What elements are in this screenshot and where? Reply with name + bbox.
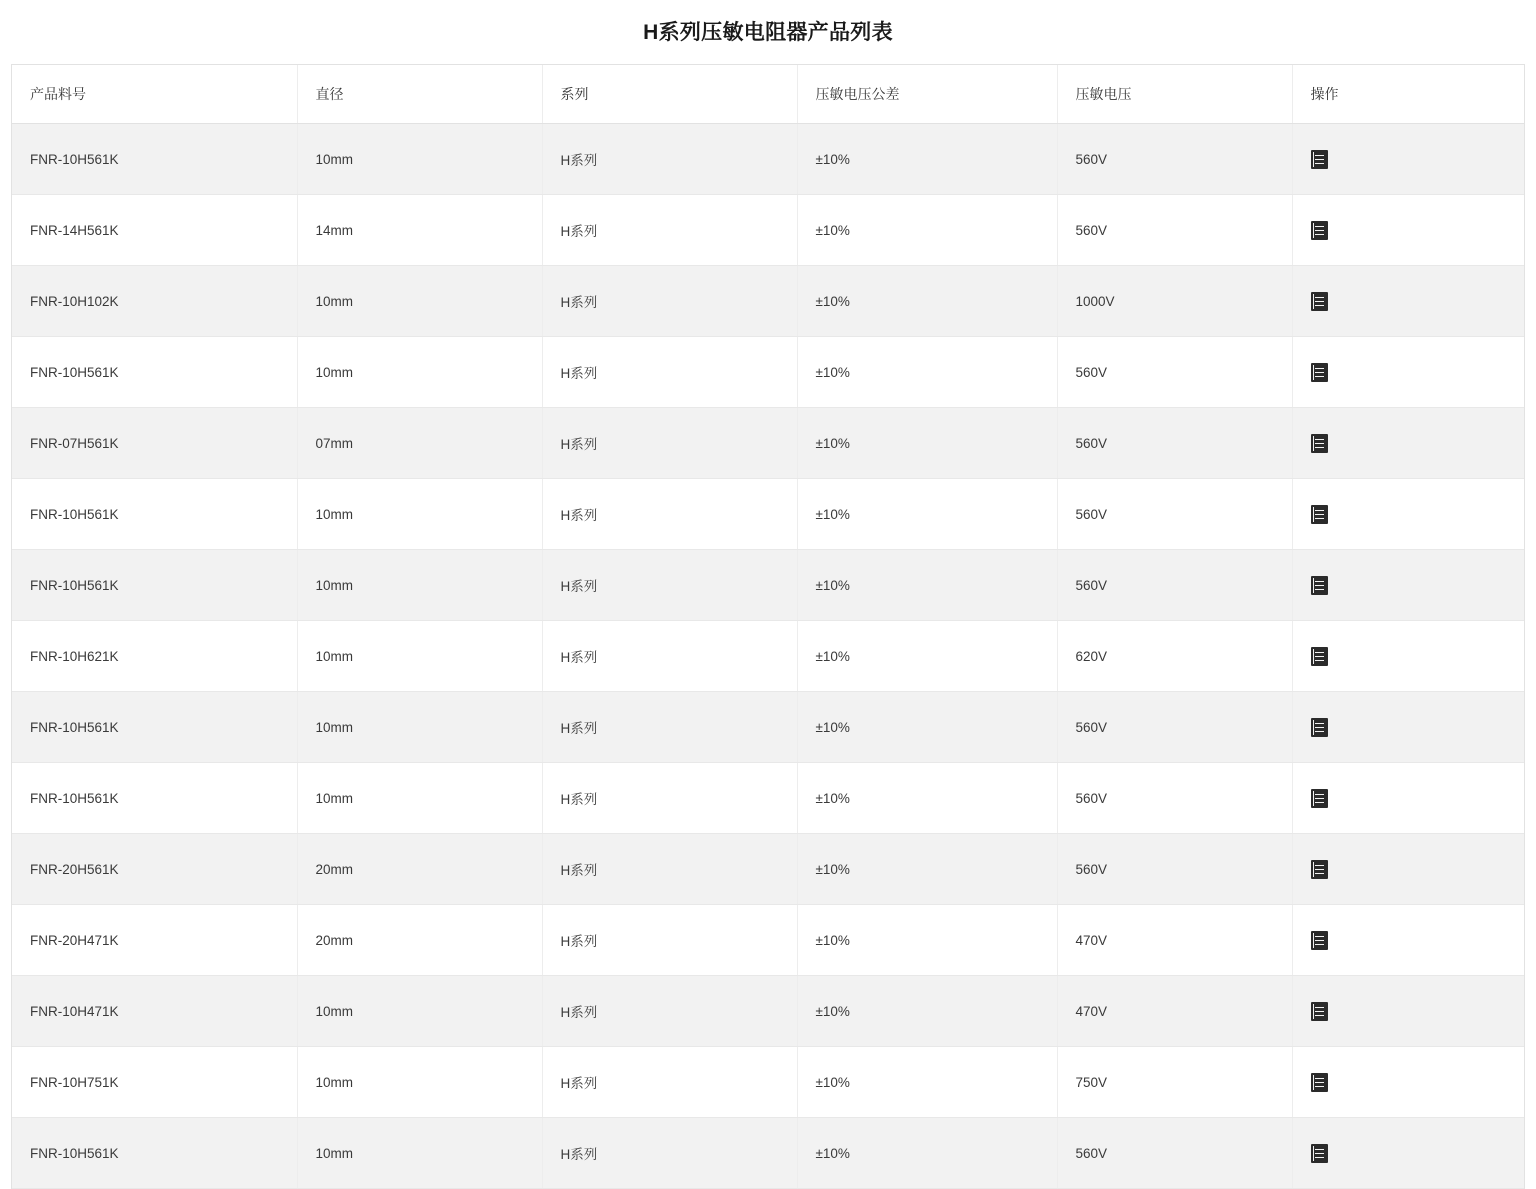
cell-action [1292, 266, 1524, 337]
cell-part-no: FNR-10H471K [12, 976, 297, 1047]
cell-voltage: 560V [1057, 337, 1292, 408]
cell-diameter: 10mm [297, 692, 542, 763]
cell-tolerance: ±10% [797, 763, 1057, 834]
cell-series: H系列 [542, 550, 797, 621]
cell-part-no: FNR-20H561K [12, 834, 297, 905]
cell-voltage: 1000V [1057, 266, 1292, 337]
cell-tolerance: ±10% [797, 266, 1057, 337]
cell-voltage: 560V [1057, 763, 1292, 834]
cell-diameter: 20mm [297, 905, 542, 976]
cell-series: H系列 [542, 266, 797, 337]
cell-action [1292, 905, 1524, 976]
cell-tolerance: ±10% [797, 408, 1057, 479]
cell-action [1292, 337, 1524, 408]
column-header-tolerance: 压敏电压公差 [797, 65, 1057, 124]
cell-action [1292, 621, 1524, 692]
document-icon[interactable] [1311, 1002, 1328, 1021]
cell-series: H系列 [542, 692, 797, 763]
cell-voltage: 560V [1057, 479, 1292, 550]
table-row [12, 479, 1524, 550]
document-icon[interactable] [1311, 150, 1328, 169]
cell-voltage: 560V [1057, 1118, 1292, 1189]
cell-part-no: FNR-20H471K [12, 905, 297, 976]
cell-diameter: 10mm [297, 621, 542, 692]
cell-tolerance: ±10% [797, 1047, 1057, 1118]
document-icon[interactable] [1311, 1073, 1328, 1092]
cell-series: H系列 [542, 124, 797, 195]
table-row [12, 763, 1524, 834]
cell-part-no: FNR-14H561K [12, 195, 297, 266]
cell-series: H系列 [542, 408, 797, 479]
cell-tolerance: ±10% [797, 195, 1057, 266]
cell-voltage: 560V [1057, 408, 1292, 479]
cell-series: H系列 [542, 337, 797, 408]
column-header-series: 系列 [542, 65, 797, 124]
cell-action [1292, 976, 1524, 1047]
cell-part-no: FNR-10H561K [12, 550, 297, 621]
table-row [12, 408, 1524, 479]
cell-diameter: 07mm [297, 408, 542, 479]
document-icon[interactable] [1311, 221, 1328, 240]
document-icon[interactable] [1311, 931, 1328, 950]
cell-diameter: 10mm [297, 1047, 542, 1118]
document-icon[interactable] [1311, 1144, 1328, 1163]
cell-tolerance: ±10% [797, 621, 1057, 692]
cell-part-no: FNR-10H751K [12, 1047, 297, 1118]
table-row [12, 692, 1524, 763]
cell-tolerance: ±10% [797, 124, 1057, 195]
cell-series: H系列 [542, 1047, 797, 1118]
cell-tolerance: ±10% [797, 550, 1057, 621]
document-icon[interactable] [1311, 789, 1328, 808]
cell-action [1292, 834, 1524, 905]
cell-diameter: 10mm [297, 1118, 542, 1189]
cell-diameter: 14mm [297, 195, 542, 266]
cell-action [1292, 124, 1524, 195]
cell-action [1292, 195, 1524, 266]
cell-voltage: 470V [1057, 976, 1292, 1047]
document-icon[interactable] [1311, 647, 1328, 666]
document-icon[interactable] [1311, 860, 1328, 879]
cell-tolerance: ±10% [797, 337, 1057, 408]
column-header-action: 操作 [1292, 65, 1524, 124]
cell-tolerance: ±10% [797, 1118, 1057, 1189]
document-icon[interactable] [1311, 576, 1328, 595]
cell-tolerance: ±10% [797, 834, 1057, 905]
cell-part-no: FNR-10H561K [12, 692, 297, 763]
cell-voltage: 750V [1057, 1047, 1292, 1118]
cell-diameter: 10mm [297, 976, 542, 1047]
product-table-container [11, 64, 1525, 1189]
table-row [12, 905, 1524, 976]
cell-part-no: FNR-10H561K [12, 1118, 297, 1189]
cell-diameter: 10mm [297, 124, 542, 195]
cell-action [1292, 550, 1524, 621]
table-row [12, 550, 1524, 621]
cell-series: H系列 [542, 195, 797, 266]
document-icon[interactable] [1311, 292, 1328, 311]
cell-series: H系列 [542, 763, 797, 834]
cell-tolerance: ±10% [797, 479, 1057, 550]
cell-series: H系列 [542, 621, 797, 692]
product-table [12, 65, 1524, 1189]
column-header-diameter: 直径 [297, 65, 542, 124]
cell-diameter: 10mm [297, 763, 542, 834]
cell-part-no: FNR-10H561K [12, 763, 297, 834]
table-row [12, 337, 1524, 408]
cell-action [1292, 1047, 1524, 1118]
cell-part-no: FNR-07H561K [12, 408, 297, 479]
cell-voltage: 560V [1057, 124, 1292, 195]
cell-part-no: FNR-10H561K [12, 124, 297, 195]
document-icon[interactable] [1311, 434, 1328, 453]
table-body [12, 124, 1524, 1189]
table-header [12, 65, 1524, 124]
cell-tolerance: ±10% [797, 692, 1057, 763]
cell-voltage: 470V [1057, 905, 1292, 976]
cell-action [1292, 692, 1524, 763]
cell-action [1292, 408, 1524, 479]
cell-voltage: 560V [1057, 195, 1292, 266]
table-header-row [12, 65, 1524, 124]
cell-diameter: 20mm [297, 834, 542, 905]
table-row [12, 195, 1524, 266]
table-row [12, 976, 1524, 1047]
cell-tolerance: ±10% [797, 976, 1057, 1047]
cell-series: H系列 [542, 905, 797, 976]
cell-part-no: FNR-10H561K [12, 337, 297, 408]
cell-series: H系列 [542, 976, 797, 1047]
cell-diameter: 10mm [297, 550, 542, 621]
cell-voltage: 560V [1057, 834, 1292, 905]
cell-part-no: FNR-10H561K [12, 479, 297, 550]
table-row [12, 834, 1524, 905]
cell-diameter: 10mm [297, 479, 542, 550]
page-title: H系列压敏电阻器产品列表 [643, 21, 893, 44]
cell-diameter: 10mm [297, 266, 542, 337]
table-row [12, 1047, 1524, 1118]
cell-part-no: FNR-10H621K [12, 621, 297, 692]
cell-voltage: 620V [1057, 621, 1292, 692]
document-icon[interactable] [1311, 505, 1328, 524]
table-row [12, 124, 1524, 195]
cell-series: H系列 [542, 834, 797, 905]
document-icon[interactable] [1311, 363, 1328, 382]
cell-action [1292, 479, 1524, 550]
cell-action [1292, 763, 1524, 834]
document-icon[interactable] [1311, 718, 1328, 737]
column-header-part-no: 产品料号 [12, 65, 297, 124]
cell-series: H系列 [542, 1118, 797, 1189]
cell-tolerance: ±10% [797, 905, 1057, 976]
cell-series: H系列 [542, 479, 797, 550]
table-row [12, 621, 1524, 692]
cell-part-no: FNR-10H102K [12, 266, 297, 337]
table-row [12, 266, 1524, 337]
column-header-voltage: 压敏电压 [1057, 65, 1292, 124]
cell-diameter: 10mm [297, 337, 542, 408]
cell-voltage: 560V [1057, 550, 1292, 621]
cell-voltage: 560V [1057, 692, 1292, 763]
